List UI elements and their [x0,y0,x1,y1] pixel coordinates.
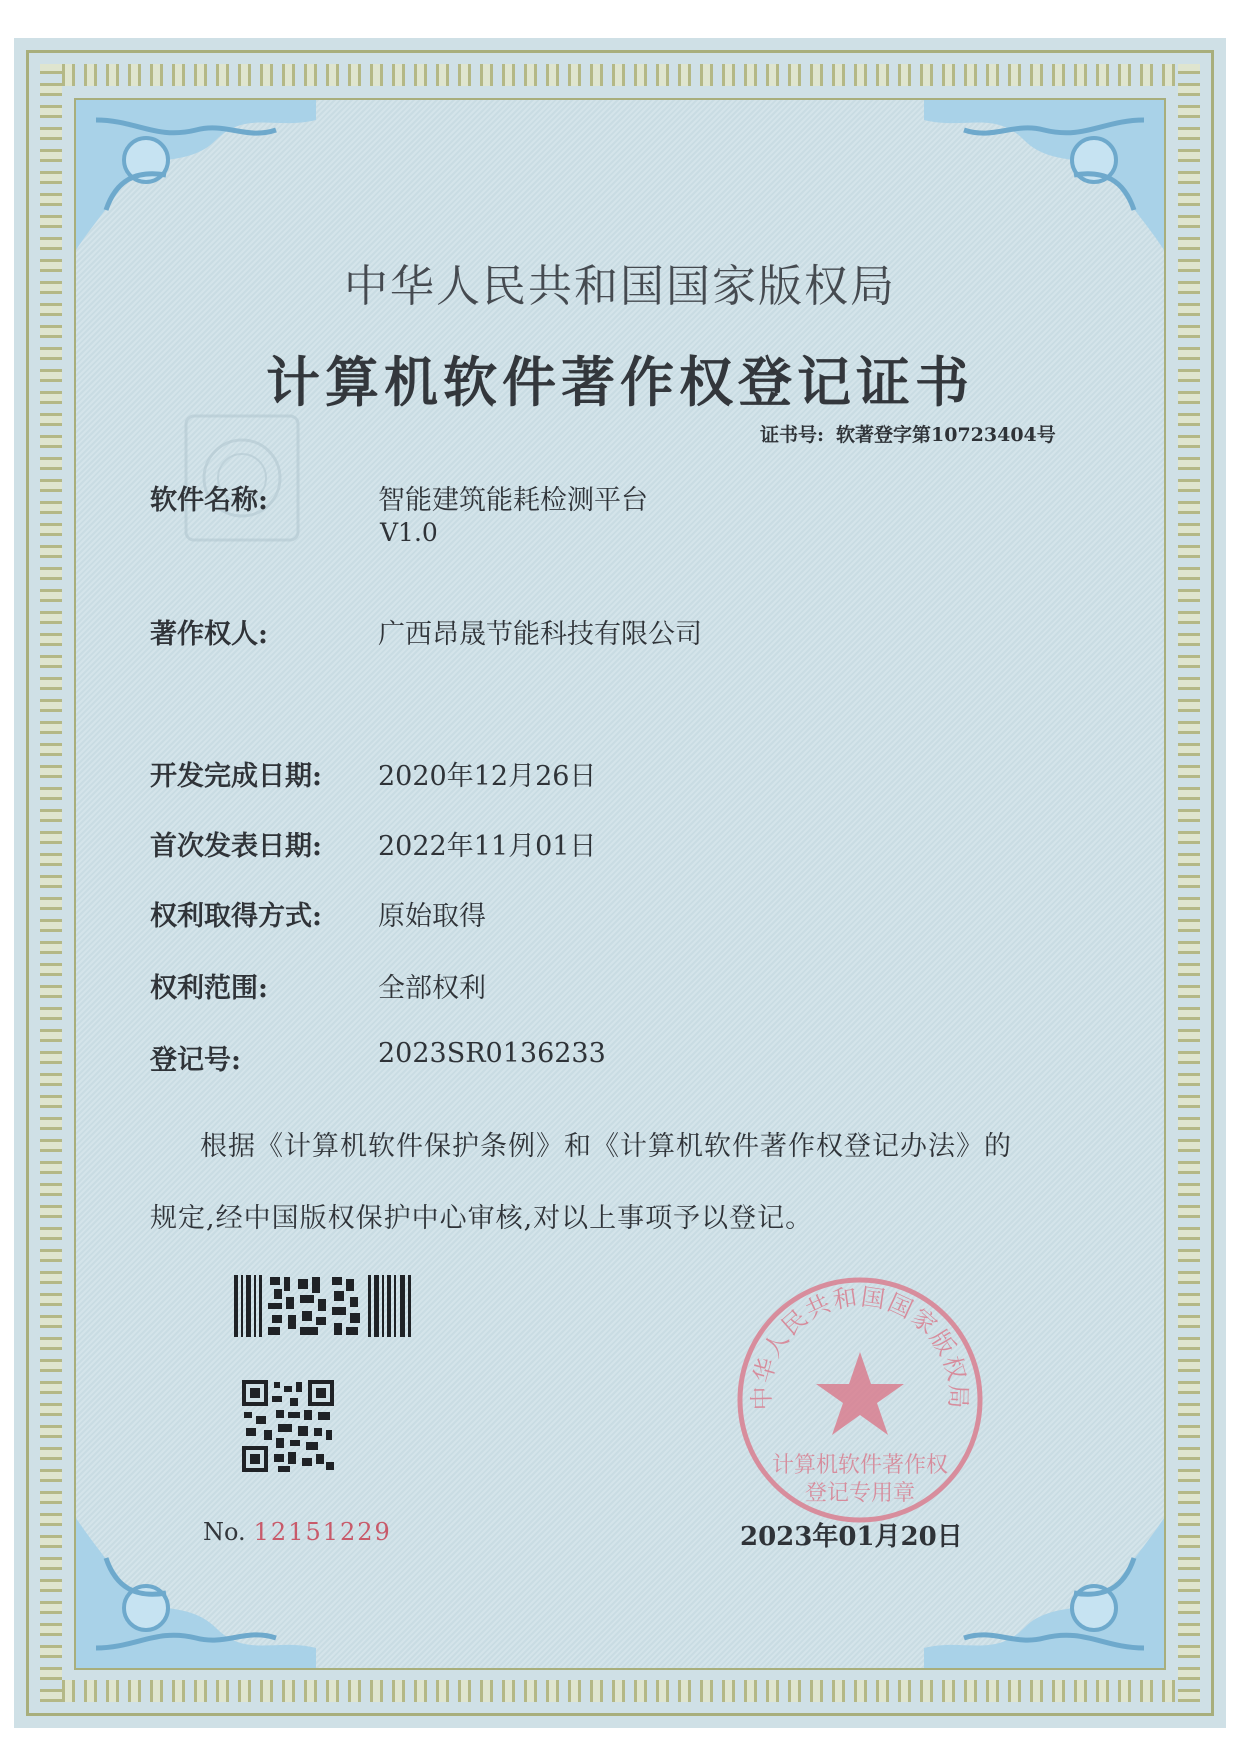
field-value-software-name: 智能建筑能耗检测平台 [378,485,648,516]
corner-ornament-top-left [76,100,316,250]
field-label-rights-scope [150,966,350,1005]
label-text: 权利取得方式: [150,901,322,932]
serial-prefix: No. [203,1518,246,1546]
field-value-copyright-owner: 广西昂晟节能科技有限公司 [378,619,702,650]
label-text: 著作权人: [150,619,268,650]
seal-ring-text: 中华人民共和国国家版权局 [747,1282,973,1411]
official-seal [732,1272,988,1528]
label-text: 开发完成日期: [150,761,322,792]
seal-line-2: 登记专用章 [804,1481,916,1506]
field-value-acquisition-method: 原始取得 [378,901,486,932]
field-label-acquisition-method [150,894,350,933]
label-text: 软件名称: [150,485,268,516]
software-version: V1.0 [380,518,438,547]
label-text: 登记号: [150,1045,241,1076]
serial-number [203,1518,392,1546]
serial-number-value: 12151229 [253,1518,392,1546]
certificate-number-label: 证书号: [760,424,825,446]
issue-date: 2023年01月20日 [740,1522,963,1552]
field-value-registration-number: 2023SR0136233 [378,1038,606,1069]
certificate-number-value: 软著登字第10723404号 [836,424,1056,446]
declaration-line-1: 根据《计算机软件保护条例》和《计算机软件著作权登记办法》的 [200,1131,1012,1162]
field-label-copyright-owner [150,612,350,651]
field-label-registration-number [150,1038,350,1077]
field-label-publication-date [150,824,350,863]
certificate-title: 计算机软件著作权登记证书 [266,350,974,414]
issuer-title: 中华人民共和国国家版权局 [344,261,896,312]
seal-line-1: 计算机软件著作权 [771,1453,949,1478]
field-label-completion-date [150,754,350,793]
barcode [234,1275,412,1337]
inner-border [74,98,1166,1670]
corner-ornament-top-right [924,100,1164,250]
field-value-publication-date: 2022年11月01日 [378,831,597,862]
qr-code [242,1380,334,1472]
greek-key-border-top [40,64,1200,86]
greek-key-border-bottom [40,1680,1200,1702]
label-text: 权利范围: [150,973,268,1004]
field-value-rights-scope: 全部权利 [378,973,486,1004]
field-value-completion-date: 2020年12月26日 [378,761,597,792]
certificate-number [760,420,1056,447]
field-label-software-name [150,478,350,517]
declaration-line-2: 规定,经中国版权保护中心审核,对以上事项予以登记。 [150,1203,814,1234]
label-text: 首次发表日期: [150,831,322,862]
